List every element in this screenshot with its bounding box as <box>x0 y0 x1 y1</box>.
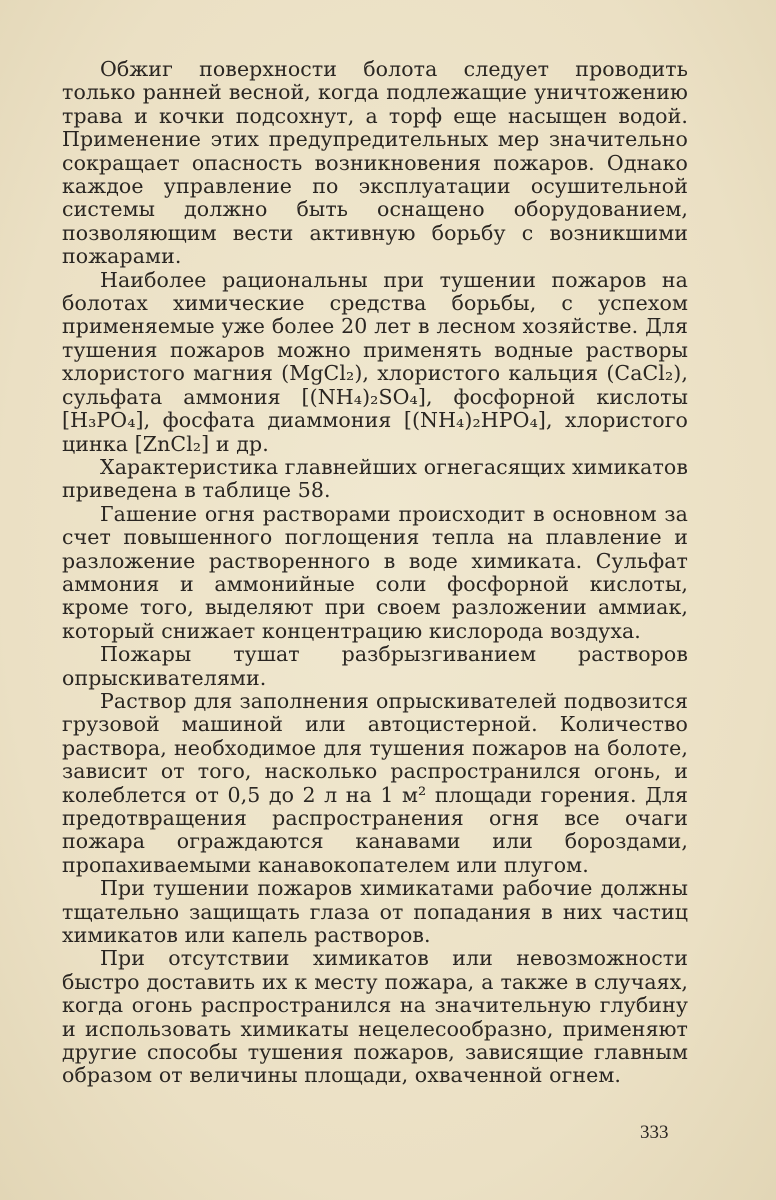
paragraph-extinguishing-mechanism: Гашение огня растворами происходит в основном за счет повышенного поглощения тепла на плавление и разложение растворенного в воде химиката. Сульфат аммония и аммонийные соли фосфорной кислоты, кроме того, выделяют при своем разложении аммиак, который снижает концентрацию кислорода воздуха. <box>62 501 688 643</box>
paragraph-other-methods: При отсутствии химикатов или невозможности быстро доставить их к месту пожара, а также в случаях, когда огонь распространился на значительную глубину и использовать химикаты нецелесообразно, применяют другие способы тушения пожаров, зависящие главным образом от величины площади, охваченной огнем. <box>62 946 688 1088</box>
paragraph-eye-protection: При тушении пожаров химикатами рабочие должны тщательно защищать глаза от попадания в них частиц химикатов или капель растворов. <box>62 876 688 948</box>
body-text <box>62 58 688 1088</box>
paragraph-chemical-means: Наиболее рациональны при тушении пожаров на болотах химические средства борьбы, с успехом применяемые уже более 20 лет в лесном хозяйстве. Для тушения пожаров можно применять водные растворы хлористого магния (MgCl₂), хлористого кальция (CaCl₂), сульфата аммония [(NH₄)₂SO₄], фосфорной кислоты [H₃PO₄], фосфата диаммония [(NH₄)₂HPO₄], хлористого цинка [ZnCl₂] и др. <box>62 267 688 456</box>
paragraph-spraying: Пожары тушат разбрызгиванием растворов опрыскивателями. <box>62 642 688 690</box>
page-number: 333 <box>640 1122 669 1143</box>
paragraph-table-reference: Характеристика главнейших огнегасящих химикатов приведена в таблице 58. <box>62 454 688 503</box>
paragraph-solution-delivery: Раствор для заполнения опрыскивателей подвозится грузовой машиной или автоцистерной. Количество раствора, необходимое для тушения пожаров на болоте, зависит от того, насколько распространился огонь, и колеблется от 0,5 до 2 л на 1 м² площади горения. Для предотвращения распространения огня все очаги пожара ограждаются канавами или бороздами, пропахиваемыми канавокопателем или плугом. <box>62 688 688 877</box>
paragraph-surface-burning: Обжиг поверхности болота следует проводить только ранней весной, когда подлежащие уничтожению трава и кочки подсохнут, а торф еще насыщен водой. Применение этих предупредительных мер значительно сокращает опасность возникновения пожаров. Однако каждое управление по эксплуатации осушительной системы должно быть оснащено оборудованием, позволяющим вести активную борьбу с возникшими пожарами. <box>62 57 688 269</box>
